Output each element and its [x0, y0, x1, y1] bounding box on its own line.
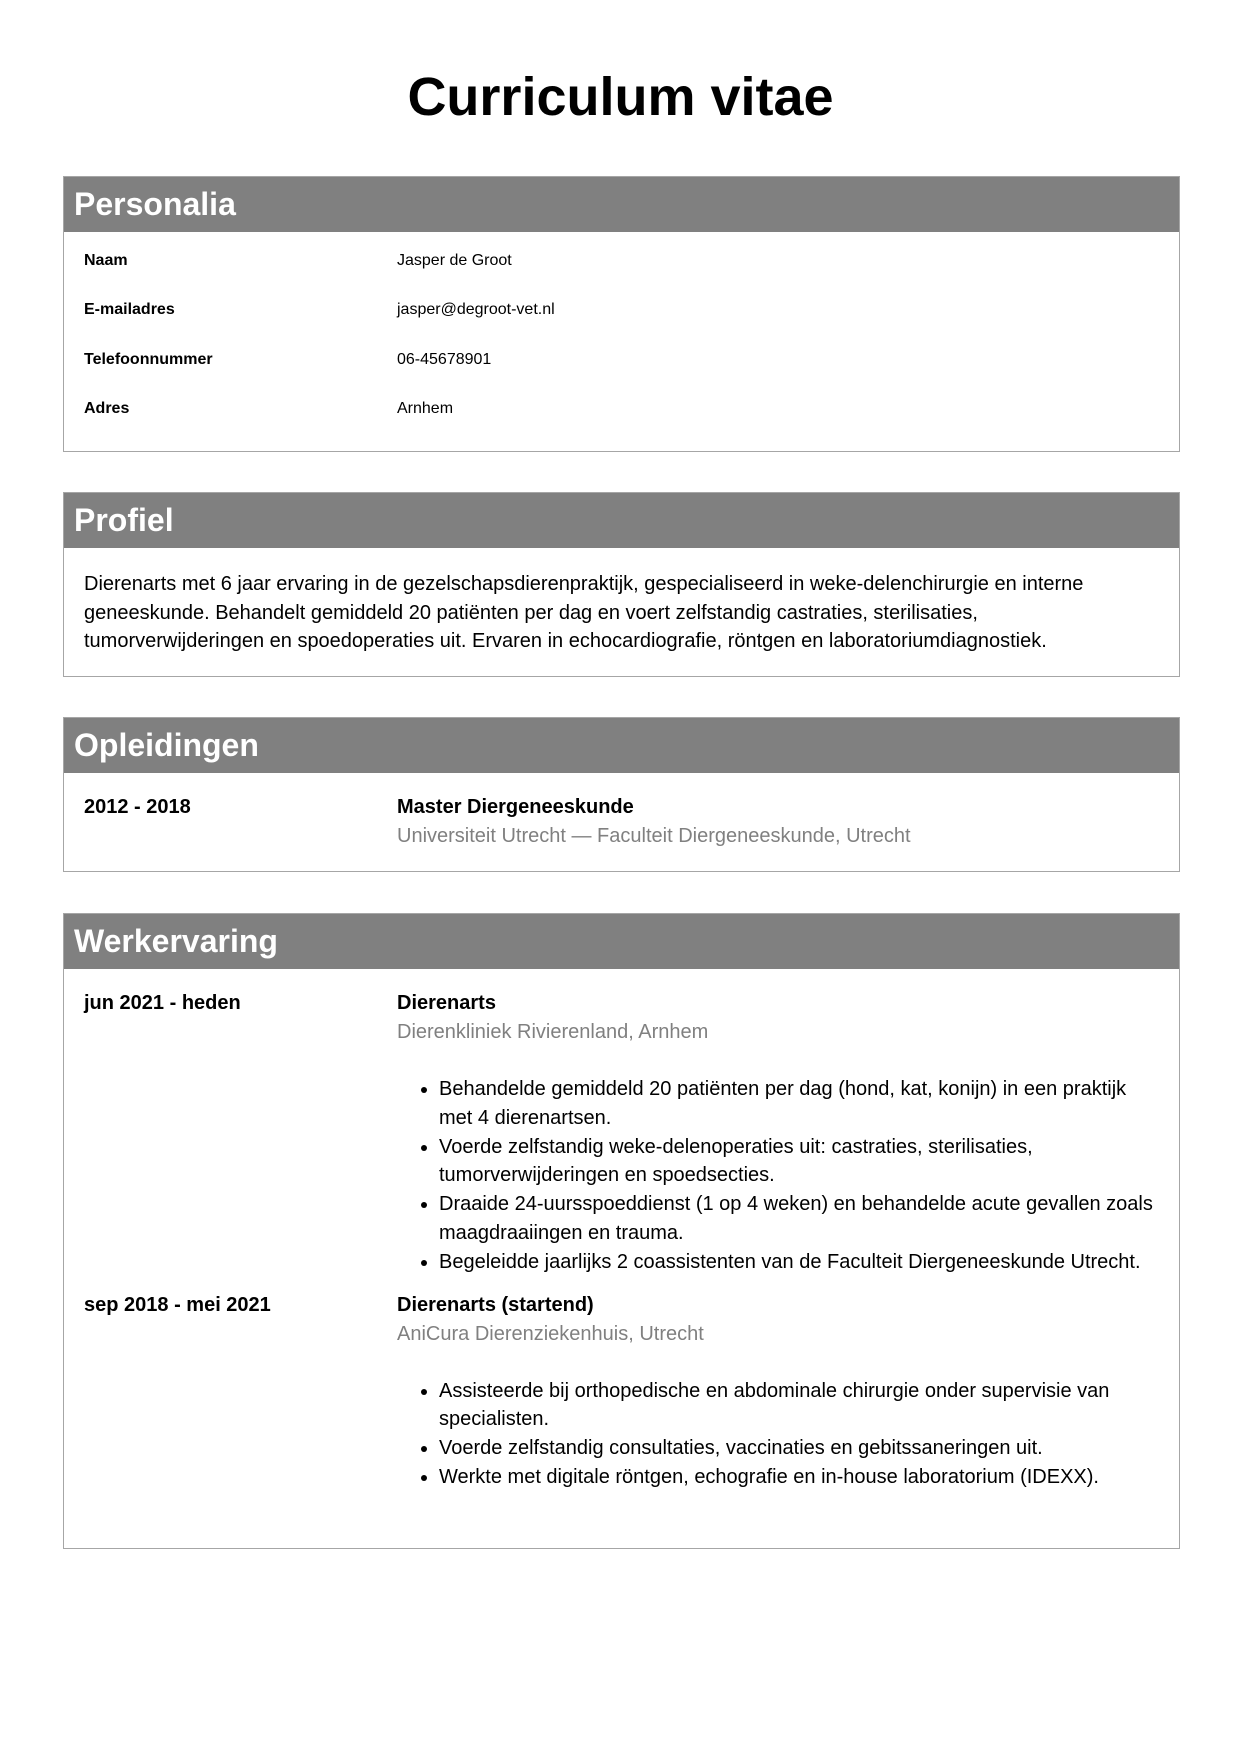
field-label-adres: Adres	[84, 400, 130, 417]
field-label-email: E-mailadres	[84, 301, 175, 318]
work-details	[397, 989, 1159, 1277]
section-heading: Opleidingen	[64, 718, 1179, 773]
section-profiel	[63, 492, 1180, 677]
field-value-naam: Jasper de Groot	[397, 252, 512, 269]
section-personalia	[63, 176, 1180, 452]
personalia-table	[64, 232, 1179, 452]
werkervaring-body	[64, 969, 1179, 1492]
list-item: • Begeleidde jaarlijks 2 coassistenten van de Faculteit Diergeneeskunde Utrecht.	[439, 1248, 1159, 1277]
work-employer: AniCura Dierenziekenhuis, Utrecht	[397, 1322, 704, 1345]
section-opleidingen	[63, 717, 1180, 872]
field-value-telefoon: 06-45678901	[397, 351, 492, 368]
list-item: • Behandelde gemiddeld 20 patiënten per dag (hond, kat, konijn) in een praktijk met 4 dierenartsen.	[439, 1075, 1159, 1133]
education-item	[84, 793, 1159, 851]
work-bullets	[397, 1075, 1159, 1277]
profile-text: Dierenarts met 6 jaar ervaring in de gezelschapsdierenpraktijk, gespecialiseerd in weke-delenchirurgie en interne geneeskunde. Behandelt gemiddeld 20 patiënten per dag en voert zelfstandig castraties, sterilisaties, tumorverwijderingen en spoedoperaties uit. Ervaren in echocardiografie, röntgen en laboratoriumdiagnostiek.	[84, 573, 1084, 652]
opleidingen-body	[64, 773, 1179, 851]
section-heading: Werkervaring	[64, 914, 1179, 969]
work-period: jun 2021 - heden	[84, 992, 241, 1014]
education-title: Master Diergeneeskunde	[397, 796, 634, 818]
section-heading: Profiel	[64, 493, 1179, 548]
section-heading: Personalia	[64, 177, 1179, 232]
field-label-naam: Naam	[84, 252, 128, 269]
field-value-email: jasper@degroot-vet.nl	[397, 301, 555, 318]
list-item: • Draaide 24-uursspoeddienst (1 op 4 weken) en behandelde acute gevallen zoals maagdraaiingen en trauma.	[439, 1190, 1159, 1248]
work-employer: Dierenkliniek Rivierenland, Arnhem	[397, 1021, 709, 1043]
education-institution: Universiteit Utrecht — Faculteit Diergeneeskunde, Utrecht	[397, 825, 911, 847]
work-period: sep 2018 - mei 2021	[84, 1293, 271, 1316]
work-bullets	[397, 1377, 1159, 1492]
list-item: • Werkte met digitale röntgen, echografie en in-house laboratorium (IDEXX).	[439, 1463, 1159, 1492]
field-label-telefoon: Telefoonnummer	[84, 351, 213, 368]
education-period: 2012 - 2018	[84, 796, 191, 818]
field-value-adres: Arnhem	[397, 400, 454, 417]
list-item: • Assisteerde bij orthopedische en abdominale chirurgie onder supervisie van specialisten.	[439, 1377, 1159, 1435]
list-item: • Voerde zelfstandig weke-delenoperaties uit: castraties, sterilisaties, tumorverwijderingen en spoedsecties.	[439, 1133, 1159, 1191]
work-details	[397, 1291, 1159, 1492]
profiel-body	[64, 548, 1179, 656]
section-werkervaring	[63, 913, 1180, 1549]
education-details	[397, 793, 1159, 851]
work-item	[84, 1291, 1159, 1492]
work-item	[84, 989, 1159, 1277]
list-item: • Voerde zelfstandig consultaties, vaccinaties en gebitssaneringen uit.	[439, 1434, 1159, 1463]
document-title: Curriculum vitae	[407, 67, 834, 127]
work-title: Dierenarts	[397, 992, 496, 1014]
work-title: Dierenarts (startend)	[397, 1293, 594, 1316]
